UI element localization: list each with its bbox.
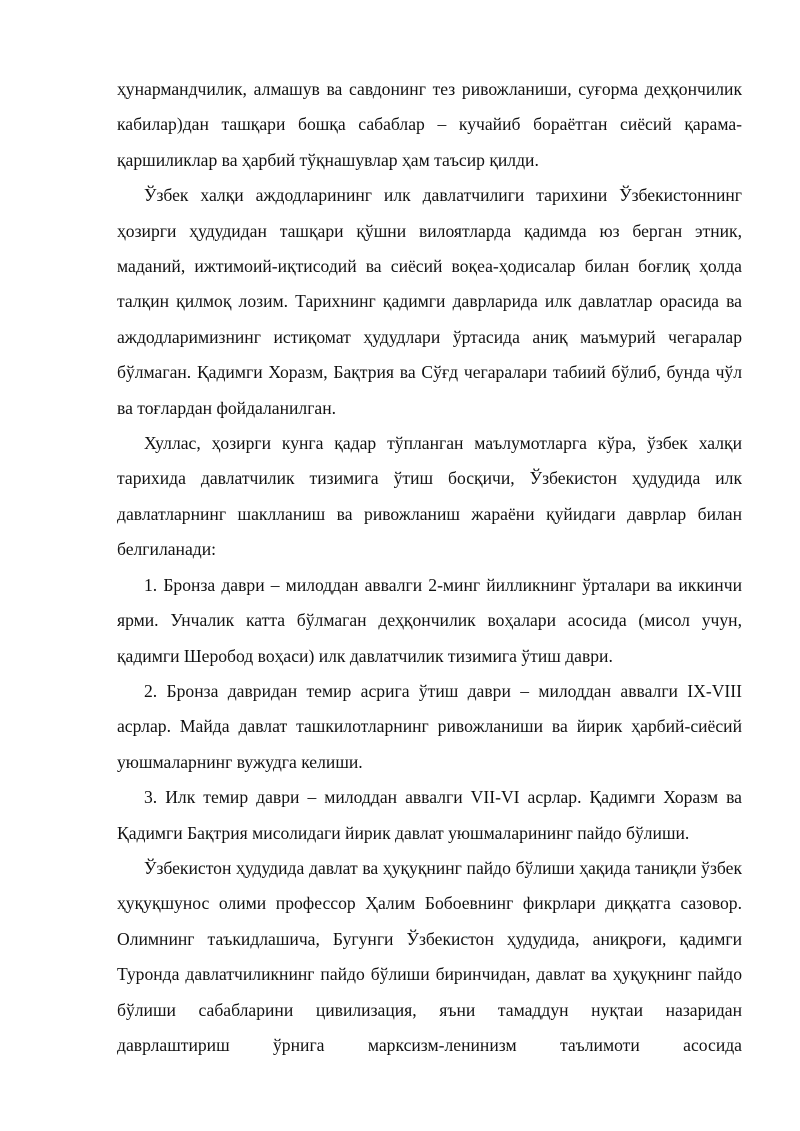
- paragraph-continuation: ҳунармандчилик, алмашув ва савдонинг тез ривожланиши, суғорма деҳқончилик кабилар)дан ташқари бошқа сабаблар – кучайиб бораётган сиёсий қарама-қаршиликлар ва ҳарбий тўқнашувлар ҳам таъсир қилди.: [117, 79, 742, 170]
- list-item-transition-period: 2. Бронза давридан темир асрига ўтиш даври – милоддан аввалги IX-VIII асрлар. Майда давлат ташкилотларнинг ривожланиши ва йирик ҳарбий-сиёсий уюшмаларнинг вужудга келиши.: [117, 680, 742, 772]
- list-item-bronze-age: 1. Бронза даври – милоддан аввалги 2-минг йилликнинг ўрталари ва иккинчи ярми. Унчалик катта бўлмаган деҳқончилик воҳалари асосида (мисол учун, қадимги Шеробод воҳаси) илк давлатчилик тизимига ўтиш даври.: [117, 574, 742, 666]
- document-page: [117, 72, 742, 1063]
- list-item-early-iron-age: 3. Илк темир даври – милоддан аввалги VII-VI асрлар. Қадимги Хоразм ва Қадимги Бақтрия мисолидаги йирик давлат уюшмаларининг пайдо бўлиши.: [117, 787, 742, 843]
- paragraph-bobоev-views: Ўзбекистон ҳудудида давлат ва ҳуқуқнинг пайдо бўлиши ҳақида таниқли ўзбек ҳуқуқшунос олими профессор Ҳалим Бобоевнинг фикрлари диққатга сазовор. Олимнинг таъкидлашича, Бугунги Ўзбекистон ҳудудида, аниқроғи, қадимги Туронда давлатчиликнинг пайдо бўлиши биринчидан, давлат ва ҳуқуқнинг пайдо бўлиши сабабларини цивилизация, яъни тамаддун нуқтаи назаридан даврлаштириш ўрнига марксизм-ленинизм таълимоти асосида: [117, 857, 742, 1055]
- paragraph-ancestors-statehood: Ўзбек халқи аждодларининг илк давлатчилиги тарихини Ўзбекистоннинг ҳозирги ҳудудидан ташқари қўшни вилоятларда қадимда юз берган этник, маданий, ижтимоий-иқтисодий ва сиёсий воқеа-ҳодисалар билан боғлиқ ҳолда талқин қилмоқ лозим. Тарихнинг қадимги даврларида илк давлатлар орасида ва аждодларимизнинг истиқомат ҳудудлари ўртасида аниқ маъмурий чегаралар бўлмаган. Қадимги Хоразм, Бақтрия ва Сўғд чегаралари табиий бўлиб, бунда чўл ва тоғлардан фойдаланилган.: [117, 185, 742, 418]
- paragraph-periodization-intro: Хуллас, ҳозирги кунга қадар тўпланган маълумотларга кўра, ўзбек халқи тарихида давлатчилик тизимига ўтиш босқичи, Ўзбекистон ҳудудида илк давлатларнинг шаклланиш ва ривожланиш жараёни қуйидаги даврлар билан белгиланади:: [117, 433, 742, 560]
